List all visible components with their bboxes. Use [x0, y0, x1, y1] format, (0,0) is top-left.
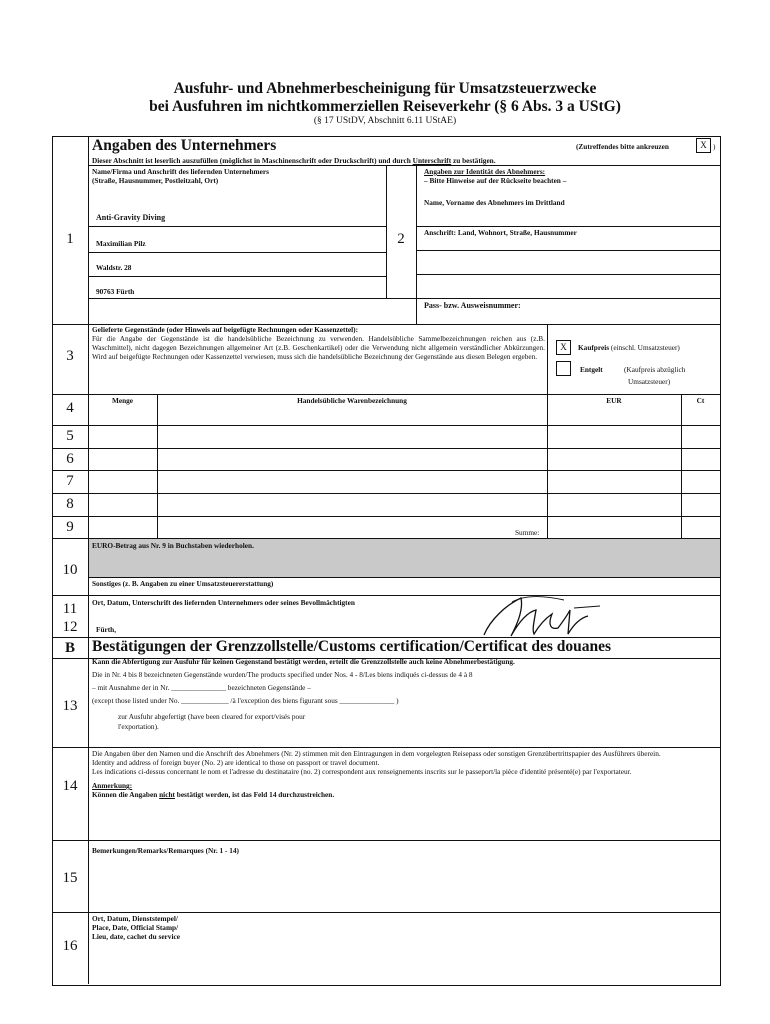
passport-label: Pass- bzw. Ausweisnummer: — [424, 301, 521, 310]
section-a-heading: Angaben des Unternehmers — [92, 137, 277, 154]
goods-instructions: Für die Angabe der Gegenstände ist die handelsübliche Bezeichnung zu verwenden. Handelsübliche Sammelbezeichnungen reichen aus (z.B. Waschmittel), nicht dagegen Bezeichnungen allgemeiner Art (z.B. Geschenkartikel) oder die Verwendung nicht allgemein verständlicher Abkürzungen. Wird auf beigefügte Rechnungen oder Kassenzettel verwiesen, muss sich die handelsübliche Bezeichnung der Gegenstände aus diesen Belegen ergeben. — [92, 334, 545, 361]
sonstiges-label: Sonstiges (z. B. Angaben zu einer Umsatzsteuererstattung) — [92, 579, 274, 588]
row-letter-b: B — [64, 640, 75, 656]
row-number-11: 11 — [62, 601, 78, 617]
r15-label: Bemerkungen/Remarks/Remarques (Nr. 1 - 14) — [92, 846, 239, 855]
col-ct: Ct — [696, 396, 705, 405]
form-title-line1: Ausfuhr- und Abnehmerbescheinigung für Umsatzsteuerzwecke — [173, 80, 597, 97]
supplier-street[interactable]: Waldstr. 28 — [96, 263, 132, 272]
row-number-8: 8 — [66, 496, 74, 512]
section-b-heading: Bestätigungen der Grenzzollstelle/Customs certification/Certificat des douanes — [92, 638, 612, 655]
r13-line3: (except those listed under No. _____________ /à l'exception des biens figurant sous _______________ ) — [92, 696, 399, 705]
kaufpreis-label: Kaufpreis (einschl. Umsatzsteuer) — [578, 343, 680, 352]
row-number-6: 6 — [66, 451, 74, 467]
summe-label: Summe: — [515, 528, 540, 537]
section-a-instruction: Dieser Abschnitt ist leserlich auszufüllen (möglichst in Maschinenschrift oder Druckschrift) und durch Unterschrift zu bestätigen. — [92, 156, 496, 165]
r13-line1: Die in Nr. 4 bis 8 bezeichneten Gegenstände wurden/The products specified under Nos. 4 - 8/Les biens indiqués ci-dessus de 4 à 8 — [92, 670, 473, 679]
entgelt-label: Entgelt — [580, 365, 603, 374]
row12-place[interactable]: Fürth, — [96, 625, 117, 634]
r13-line5: l'exportation). — [118, 722, 159, 731]
row-number-2: 2 — [397, 231, 405, 247]
row-number-5: 5 — [66, 428, 74, 444]
row-number-12: 12 — [62, 619, 78, 635]
col-eur: EUR — [606, 396, 622, 405]
form-subtitle: (§ 17 UStDV, Abschnitt 6.11 UStAE) — [313, 116, 457, 126]
supplier-city[interactable]: 90763 Fürth — [96, 287, 135, 296]
tick-note-close: ) — [713, 142, 716, 151]
row-number-7: 7 — [66, 473, 74, 489]
r13-line4: zur Ausfuhr abgefertigt (have been cleared for export/visés pour — [118, 712, 306, 721]
entgelt-note: (Kaufpreis abzüglich Umsatzsteuer) — [624, 365, 686, 386]
entgelt-checkbox[interactable] — [556, 361, 571, 376]
kaufpreis-checkbox[interactable]: X — [556, 340, 571, 355]
row10-label: EURO-Betrag aus Nr. 9 in Buchstaben wiederholen. — [92, 541, 254, 550]
r14-text: Die Angaben über den Namen und die Anschrift des Abnehmers (Nr. 2) stimmen mit den Eintragungen in dem vorgelegten Reisepass oder sonstigen Grenzübertrittspapier des Ausführers überein. Identity and address of foreign buyer (No. 2) are identical to those on passport or travel document. Les indications ci-dessus concernant le nom et l'adresse du destinataire (no. 2) correspondent aux renseignements inscrits sur le passeport/la pièce d'identité présenté(e) par l'exportateur. Anmerkung: Können die Angaben nicht bestätigt werden, ist das Feld 14 durchzustreichen. — [92, 749, 661, 799]
supplier-name[interactable]: Maximilian Pilz — [96, 239, 146, 248]
row-number-1: 1 — [66, 231, 74, 247]
r16-label: Ort, Datum, Dienststempel/ Place, Date, Official Stamp/ Lieu, date, cachet du service — [92, 914, 180, 941]
row-number-15: 15 — [62, 870, 78, 886]
buyer-address-label: Anschrift: Land, Wohnort, Straße, Hausnummer — [424, 228, 577, 237]
col-bezeichnung: Handelsübliche Warenbezeichnung — [297, 396, 407, 405]
row-number-10: 10 — [62, 562, 78, 578]
row-number-16: 16 — [62, 938, 78, 954]
handwritten-signature — [476, 590, 606, 640]
row-number-14: 14 — [62, 778, 78, 794]
row-number-9: 9 — [66, 519, 74, 535]
buyer-label: Angaben zur Identität des Abnehmers: – Bitte Hinweise auf der Rückseite beachten – — [424, 167, 567, 185]
row11-label: Ort, Datum, Unterschrift des liefernden Unternehmers oder seines Bevollmächtigten — [92, 598, 355, 607]
row-number-4: 4 — [66, 400, 74, 416]
r13-line2: – mit Ausnahme der in Nr. _______________ bezeichneten Gegenstände – — [92, 683, 311, 692]
col-menge: Menge — [111, 396, 134, 405]
section-b-subheading: Kann die Abfertigung zur Ausfuhr für keinen Gegenstand bestätigt werden, erteilt die Grenzzollstelle auch keine Abnehmerbestätigung. — [92, 657, 515, 666]
tick-note: (Zutreffendes bitte ankreuzen — [576, 142, 669, 151]
buyer-name-label: Name, Vorname des Abnehmers im Drittland — [424, 198, 565, 207]
goods-label: Gelieferte Gegenstände (oder Hinweis auf beigefügte Rechnungen oder Kassenzettel): — [92, 325, 359, 334]
tick-example-checkbox: X — [696, 138, 711, 153]
row-number-3: 3 — [66, 348, 74, 364]
form-title-line2: bei Ausfuhren im nichtkommerziellen Reiseverkehr (§ 6 Abs. 3 a UStG) — [149, 98, 621, 115]
row-number-13: 13 — [62, 698, 78, 714]
supplier-label: Name/Firma und Anschrift des liefernden Unternehmers (Straße, Hausnummer, Postleitzahl, Ort) — [92, 167, 269, 185]
supplier-company[interactable]: Anti-Gravity Diving — [96, 213, 166, 222]
